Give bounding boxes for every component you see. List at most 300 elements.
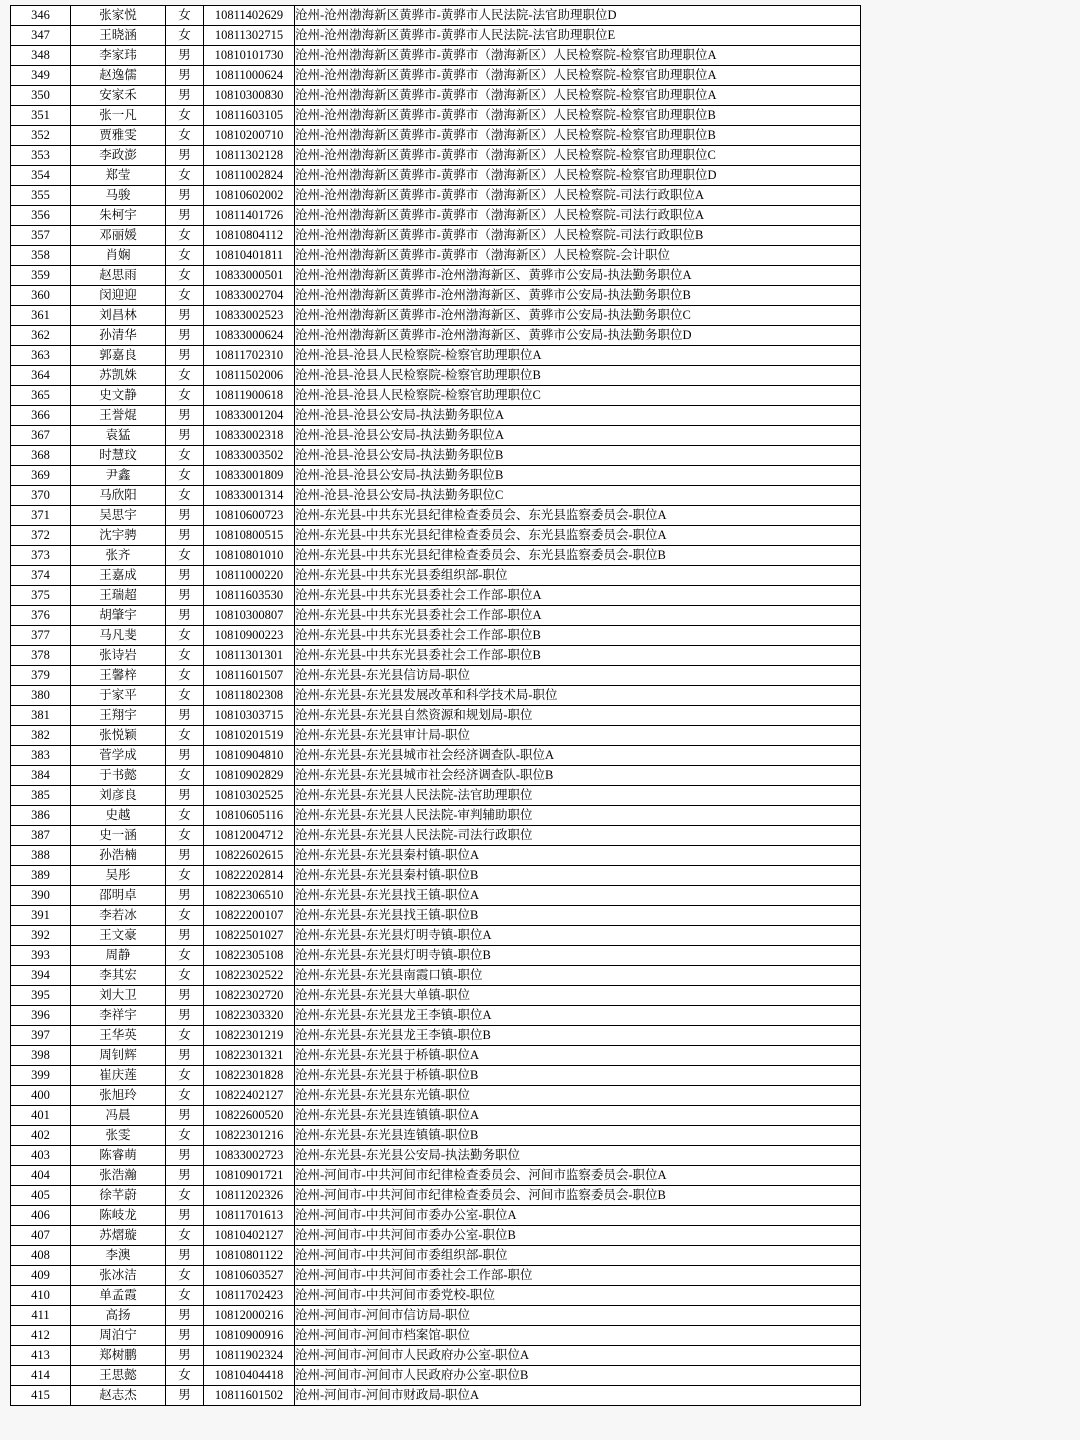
exam-id-cell: 10810900223 [204, 626, 295, 646]
name-cell: 张雯 [71, 1126, 166, 1146]
row-number-cell: 413 [11, 1346, 71, 1366]
exam-id-cell: 10811401726 [204, 206, 295, 226]
gender-cell: 女 [166, 626, 204, 646]
name-cell: 李若冰 [71, 906, 166, 926]
position-cell: 沧州-河间市-中共河间市委办公室-职位A [295, 1206, 861, 1226]
table-row [11, 1206, 861, 1226]
gender-cell: 男 [166, 986, 204, 1006]
gender-cell: 女 [166, 226, 204, 246]
row-number-cell: 359 [11, 266, 71, 286]
exam-id-cell: 10811702310 [204, 346, 295, 366]
position-cell: 沧州-河间市-中共河间市委党校-职位 [295, 1286, 861, 1306]
position-cell: 沧州-沧州渤海新区黄骅市-黄骅市（渤海新区）人民检察院-检察官助理职位A [295, 66, 861, 86]
name-cell: 王翔宇 [71, 706, 166, 726]
position-cell: 沧州-东光县-东光县人民法院-审判辅助职位 [295, 806, 861, 826]
exam-id-cell: 10811000624 [204, 66, 295, 86]
position-cell: 沧州-河间市-中共河间市委办公室-职位B [295, 1226, 861, 1246]
candidate-table [10, 5, 861, 1406]
exam-id-cell: 10810402127 [204, 1226, 295, 1246]
table-row [11, 366, 861, 386]
exam-id-cell: 10833000501 [204, 266, 295, 286]
gender-cell: 女 [166, 826, 204, 846]
position-cell: 沧州-沧县-沧县人民检察院-检察官助理职位C [295, 386, 861, 406]
table-row [11, 1346, 861, 1366]
gender-cell: 女 [166, 866, 204, 886]
position-cell: 沧州-东光县-东光县城市社会经济调查队-职位B [295, 766, 861, 786]
name-cell: 袁猛 [71, 426, 166, 446]
name-cell: 张家悦 [71, 6, 166, 26]
table-row [11, 1186, 861, 1206]
position-cell: 沧州-东光县-东光县审计局-职位 [295, 726, 861, 746]
name-cell: 菅学成 [71, 746, 166, 766]
gender-cell: 女 [166, 806, 204, 826]
gender-cell: 女 [166, 366, 204, 386]
name-cell: 郑树鹏 [71, 1346, 166, 1366]
exam-id-cell: 10811902324 [204, 1346, 295, 1366]
gender-cell: 女 [166, 726, 204, 746]
position-cell: 沧州-东光县-东光县找王镇-职位B [295, 906, 861, 926]
table-row [11, 606, 861, 626]
table-row [11, 1246, 861, 1266]
exam-id-cell: 10811601507 [204, 666, 295, 686]
position-cell: 沧州-东光县-东光县东光镇-职位 [295, 1086, 861, 1106]
name-cell: 张悦颖 [71, 726, 166, 746]
gender-cell: 女 [166, 766, 204, 786]
exam-id-cell: 10833003502 [204, 446, 295, 466]
position-cell: 沧州-河间市-河间市财政局-职位A [295, 1386, 861, 1406]
gender-cell: 男 [166, 1166, 204, 1186]
gender-cell: 女 [166, 666, 204, 686]
position-cell: 沧州-东光县-东光县秦村镇-职位B [295, 866, 861, 886]
name-cell: 邵明卓 [71, 886, 166, 906]
position-cell: 沧州-沧州渤海新区黄骅市-黄骅市（渤海新区）人民检察院-检察官助理职位B [295, 106, 861, 126]
gender-cell: 男 [166, 1046, 204, 1066]
table-row [11, 806, 861, 826]
row-number-cell: 387 [11, 826, 71, 846]
table-row [11, 26, 861, 46]
row-number-cell: 393 [11, 946, 71, 966]
position-cell: 沧州-沧州渤海新区黄骅市-沧州渤海新区、黄骅市公安局-执法勤务职位C [295, 306, 861, 326]
row-number-cell: 395 [11, 986, 71, 1006]
gender-cell: 女 [166, 1026, 204, 1046]
row-number-cell: 360 [11, 286, 71, 306]
position-cell: 沧州-东光县-中共东光县纪律检查委员会、东光县监察委员会-职位B [295, 546, 861, 566]
gender-cell: 女 [166, 1266, 204, 1286]
name-cell: 沈宇骋 [71, 526, 166, 546]
gender-cell: 男 [166, 186, 204, 206]
table-row [11, 186, 861, 206]
table-row [11, 1266, 861, 1286]
name-cell: 张诗岩 [71, 646, 166, 666]
gender-cell: 女 [166, 686, 204, 706]
exam-id-cell: 10833001204 [204, 406, 295, 426]
exam-id-cell: 10810900916 [204, 1326, 295, 1346]
table-row [11, 1126, 861, 1146]
position-cell: 沧州-沧州渤海新区黄骅市-黄骅市人民法院-法官助理职位D [295, 6, 861, 26]
exam-id-cell: 10822301321 [204, 1046, 295, 1066]
row-number-cell: 384 [11, 766, 71, 786]
gender-cell: 女 [166, 466, 204, 486]
name-cell: 王晓涵 [71, 26, 166, 46]
row-number-cell: 383 [11, 746, 71, 766]
exam-id-cell: 10812004712 [204, 826, 295, 846]
gender-cell: 男 [166, 306, 204, 326]
row-number-cell: 354 [11, 166, 71, 186]
row-number-cell: 382 [11, 726, 71, 746]
name-cell: 马凡斐 [71, 626, 166, 646]
name-cell: 李其宏 [71, 966, 166, 986]
name-cell: 肖娴 [71, 246, 166, 266]
table-row [11, 866, 861, 886]
table-row [11, 726, 861, 746]
position-cell: 沧州-东光县-中共东光县委组织部-职位 [295, 566, 861, 586]
gender-cell: 男 [166, 606, 204, 626]
gender-cell: 男 [166, 846, 204, 866]
gender-cell: 男 [166, 1106, 204, 1126]
name-cell: 李政澎 [71, 146, 166, 166]
gender-cell: 男 [166, 566, 204, 586]
position-cell: 沧州-东光县-东光县人民法院-法官助理职位 [295, 786, 861, 806]
gender-cell: 男 [166, 146, 204, 166]
name-cell: 赵逸儒 [71, 66, 166, 86]
exam-id-cell: 10811301301 [204, 646, 295, 666]
name-cell: 苏凯姝 [71, 366, 166, 386]
row-number-cell: 391 [11, 906, 71, 926]
exam-id-cell: 10811601502 [204, 1386, 295, 1406]
table-row [11, 466, 861, 486]
exam-id-cell: 10810200710 [204, 126, 295, 146]
row-number-cell: 374 [11, 566, 71, 586]
position-cell: 沧州-河间市-中共河间市纪律检查委员会、河间市监察委员会-职位B [295, 1186, 861, 1206]
name-cell: 吴彤 [71, 866, 166, 886]
gender-cell: 男 [166, 1306, 204, 1326]
gender-cell: 女 [166, 446, 204, 466]
gender-cell: 男 [166, 86, 204, 106]
exam-id-cell: 10822402127 [204, 1086, 295, 1106]
position-cell: 沧州-沧县-沧县公安局-执法勤务职位A [295, 406, 861, 426]
name-cell: 王誉焜 [71, 406, 166, 426]
gender-cell: 女 [166, 906, 204, 926]
table-row [11, 1146, 861, 1166]
exam-id-cell: 10811402629 [204, 6, 295, 26]
row-number-cell: 410 [11, 1286, 71, 1306]
row-number-cell: 414 [11, 1366, 71, 1386]
row-number-cell: 372 [11, 526, 71, 546]
table-row [11, 286, 861, 306]
position-cell: 沧州-东光县-东光县于桥镇-职位B [295, 1066, 861, 1086]
name-cell: 刘昌林 [71, 306, 166, 326]
exam-id-cell: 10810302525 [204, 786, 295, 806]
table-row [11, 386, 861, 406]
table-row [11, 106, 861, 126]
exam-id-cell: 10833001809 [204, 466, 295, 486]
position-cell: 沧州-沧县-沧县公安局-执法勤务职位A [295, 426, 861, 446]
table-row [11, 846, 861, 866]
exam-id-cell: 10810401811 [204, 246, 295, 266]
row-number-cell: 406 [11, 1206, 71, 1226]
row-number-cell: 412 [11, 1326, 71, 1346]
exam-id-cell: 10811802308 [204, 686, 295, 706]
exam-id-cell: 10810800515 [204, 526, 295, 546]
position-cell: 沧州-东光县-中共东光县委社会工作部-职位A [295, 606, 861, 626]
row-number-cell: 366 [11, 406, 71, 426]
row-number-cell: 364 [11, 366, 71, 386]
exam-id-cell: 10810901721 [204, 1166, 295, 1186]
exam-id-cell: 10822302720 [204, 986, 295, 1006]
position-cell: 沧州-沧州渤海新区黄骅市-黄骅市（渤海新区）人民检察院-司法行政职位A [295, 186, 861, 206]
position-cell: 沧州-河间市-河间市档案馆-职位 [295, 1326, 861, 1346]
position-cell: 沧州-东光县-东光县灯明寺镇-职位B [295, 946, 861, 966]
gender-cell: 男 [166, 506, 204, 526]
exam-id-cell: 10810603527 [204, 1266, 295, 1286]
row-number-cell: 369 [11, 466, 71, 486]
exam-id-cell: 10822600520 [204, 1106, 295, 1126]
exam-id-cell: 10833000624 [204, 326, 295, 346]
row-number-cell: 388 [11, 846, 71, 866]
table-row [11, 46, 861, 66]
name-cell: 陈岐龙 [71, 1206, 166, 1226]
exam-id-cell: 10822200107 [204, 906, 295, 926]
exam-id-cell: 10810602002 [204, 186, 295, 206]
table-row [11, 826, 861, 846]
row-number-cell: 396 [11, 1006, 71, 1026]
exam-id-cell: 10810904810 [204, 746, 295, 766]
row-number-cell: 377 [11, 626, 71, 646]
name-cell: 张一凡 [71, 106, 166, 126]
exam-id-cell: 10810804112 [204, 226, 295, 246]
table-row [11, 1106, 861, 1126]
row-number-cell: 394 [11, 966, 71, 986]
exam-id-cell: 10822602615 [204, 846, 295, 866]
gender-cell: 男 [166, 346, 204, 366]
table-row [11, 66, 861, 86]
table-row [11, 346, 861, 366]
position-cell: 沧州-东光县-中共东光县纪律检查委员会、东光县监察委员会-职位A [295, 526, 861, 546]
table-row [11, 6, 861, 26]
exam-id-cell: 10811302128 [204, 146, 295, 166]
name-cell: 冯晨 [71, 1106, 166, 1126]
name-cell: 史一涵 [71, 826, 166, 846]
position-cell: 沧州-沧州渤海新区黄骅市-沧州渤海新区、黄骅市公安局-执法勤务职位D [295, 326, 861, 346]
name-cell: 胡肇宇 [71, 606, 166, 626]
row-number-cell: 373 [11, 546, 71, 566]
position-cell: 沧州-河间市-河间市人民政府办公室-职位B [295, 1366, 861, 1386]
table-row [11, 566, 861, 586]
name-cell: 安家禾 [71, 86, 166, 106]
gender-cell: 男 [166, 786, 204, 806]
row-number-cell: 411 [11, 1306, 71, 1326]
row-number-cell: 402 [11, 1126, 71, 1146]
table-row [11, 1066, 861, 1086]
exam-id-cell: 10822305108 [204, 946, 295, 966]
gender-cell: 女 [166, 246, 204, 266]
exam-id-cell: 10810101730 [204, 46, 295, 66]
gender-cell: 女 [166, 486, 204, 506]
gender-cell: 男 [166, 426, 204, 446]
name-cell: 王嘉成 [71, 566, 166, 586]
position-cell: 沧州-沧州渤海新区黄骅市-黄骅市人民法院-法官助理职位E [295, 26, 861, 46]
table-row [11, 226, 861, 246]
position-cell: 沧州-沧州渤海新区黄骅市-沧州渤海新区、黄骅市公安局-执法勤务职位B [295, 286, 861, 306]
gender-cell: 女 [166, 1366, 204, 1386]
row-number-cell: 400 [11, 1086, 71, 1106]
table-row [11, 986, 861, 1006]
position-cell: 沧州-东光县-东光县大单镇-职位 [295, 986, 861, 1006]
position-cell: 沧州-沧县-沧县人民检察院-检察官助理职位A [295, 346, 861, 366]
table-row [11, 1086, 861, 1106]
position-cell: 沧州-沧州渤海新区黄骅市-黄骅市（渤海新区）人民检察院-检察官助理职位A [295, 86, 861, 106]
row-number-cell: 378 [11, 646, 71, 666]
row-number-cell: 349 [11, 66, 71, 86]
name-cell: 时慧玟 [71, 446, 166, 466]
name-cell: 高扬 [71, 1306, 166, 1326]
table-row [11, 526, 861, 546]
gender-cell: 女 [166, 26, 204, 46]
name-cell: 刘彦良 [71, 786, 166, 806]
exam-id-cell: 10833002523 [204, 306, 295, 326]
table-row [11, 746, 861, 766]
table-row [11, 906, 861, 926]
exam-id-cell: 10810801122 [204, 1246, 295, 1266]
name-cell: 张浩瀚 [71, 1166, 166, 1186]
table-row [11, 706, 861, 726]
table-row [11, 1006, 861, 1026]
row-number-cell: 346 [11, 6, 71, 26]
table-row [11, 266, 861, 286]
table-row [11, 966, 861, 986]
exam-id-cell: 10833002318 [204, 426, 295, 446]
table-row [11, 1166, 861, 1186]
position-cell: 沧州-东光县-东光县找王镇-职位A [295, 886, 861, 906]
name-cell: 刘大卫 [71, 986, 166, 1006]
position-cell: 沧州-东光县-东光县公安局-执法勤务职位 [295, 1146, 861, 1166]
table-row [11, 586, 861, 606]
row-number-cell: 398 [11, 1046, 71, 1066]
row-number-cell: 376 [11, 606, 71, 626]
exam-id-cell: 10811900618 [204, 386, 295, 406]
position-cell: 沧州-沧州渤海新区黄骅市-黄骅市（渤海新区）人民检察院-司法行政职位B [295, 226, 861, 246]
exam-id-cell: 10822301828 [204, 1066, 295, 1086]
gender-cell: 女 [166, 1126, 204, 1146]
row-number-cell: 403 [11, 1146, 71, 1166]
row-number-cell: 350 [11, 86, 71, 106]
row-number-cell: 358 [11, 246, 71, 266]
position-cell: 沧州-东光县-东光县龙王李镇-职位B [295, 1026, 861, 1046]
row-number-cell: 365 [11, 386, 71, 406]
name-cell: 孙清华 [71, 326, 166, 346]
name-cell: 单孟霞 [71, 1286, 166, 1306]
position-cell: 沧州-东光县-中共东光县委社会工作部-职位B [295, 646, 861, 666]
row-number-cell: 347 [11, 26, 71, 46]
row-number-cell: 380 [11, 686, 71, 706]
gender-cell: 男 [166, 706, 204, 726]
name-cell: 苏熠璇 [71, 1226, 166, 1246]
table-row [11, 166, 861, 186]
table-row [11, 1046, 861, 1066]
row-number-cell: 353 [11, 146, 71, 166]
name-cell: 周泊宁 [71, 1326, 166, 1346]
name-cell: 李家玮 [71, 46, 166, 66]
gender-cell: 女 [166, 966, 204, 986]
position-cell: 沧州-东光县-东光县南霞口镇-职位 [295, 966, 861, 986]
name-cell: 邓丽媛 [71, 226, 166, 246]
exam-id-cell: 10810801010 [204, 546, 295, 566]
table-row [11, 626, 861, 646]
name-cell: 马欣阳 [71, 486, 166, 506]
table-row [11, 486, 861, 506]
position-cell: 沧州-沧县-沧县公安局-执法勤务职位C [295, 486, 861, 506]
row-number-cell: 355 [11, 186, 71, 206]
gender-cell: 男 [166, 1246, 204, 1266]
row-number-cell: 379 [11, 666, 71, 686]
gender-cell: 女 [166, 1286, 204, 1306]
position-cell: 沧州-沧州渤海新区黄骅市-黄骅市（渤海新区）人民检察院-检察官助理职位B [295, 126, 861, 146]
exam-id-cell: 10810303715 [204, 706, 295, 726]
name-cell: 张旭玲 [71, 1086, 166, 1106]
table-row [11, 146, 861, 166]
row-number-cell: 371 [11, 506, 71, 526]
position-cell: 沧州-沧州渤海新区黄骅市-沧州渤海新区、黄骅市公安局-执法勤务职位A [295, 266, 861, 286]
gender-cell: 男 [166, 746, 204, 766]
name-cell: 李澳 [71, 1246, 166, 1266]
gender-cell: 男 [166, 1326, 204, 1346]
exam-id-cell: 10810201519 [204, 726, 295, 746]
row-number-cell: 397 [11, 1026, 71, 1046]
row-number-cell: 408 [11, 1246, 71, 1266]
name-cell: 朱柯宇 [71, 206, 166, 226]
row-number-cell: 407 [11, 1226, 71, 1246]
gender-cell: 男 [166, 586, 204, 606]
gender-cell: 男 [166, 46, 204, 66]
position-cell: 沧州-东光县-东光县自然资源和规划局-职位 [295, 706, 861, 726]
exam-id-cell: 10811000220 [204, 566, 295, 586]
table-row [11, 446, 861, 466]
exam-id-cell: 10811202326 [204, 1186, 295, 1206]
position-cell: 沧州-沧州渤海新区黄骅市-黄骅市（渤海新区）人民检察院-会计职位 [295, 246, 861, 266]
exam-id-cell: 10822501027 [204, 926, 295, 946]
row-number-cell: 357 [11, 226, 71, 246]
gender-cell: 男 [166, 1146, 204, 1166]
position-cell: 沧州-沧州渤海新区黄骅市-黄骅市（渤海新区）人民检察院-检察官助理职位D [295, 166, 861, 186]
exam-id-cell: 10822202814 [204, 866, 295, 886]
row-number-cell: 367 [11, 426, 71, 446]
gender-cell: 男 [166, 886, 204, 906]
position-cell: 沧州-东光县-东光县连镇镇-职位A [295, 1106, 861, 1126]
row-number-cell: 361 [11, 306, 71, 326]
row-number-cell: 389 [11, 866, 71, 886]
gender-cell: 男 [166, 206, 204, 226]
row-number-cell: 386 [11, 806, 71, 826]
position-cell: 沧州-东光县-东光县发展改革和科学技术局-职位 [295, 686, 861, 706]
name-cell: 周钊辉 [71, 1046, 166, 1066]
gender-cell: 女 [166, 386, 204, 406]
table-row [11, 886, 861, 906]
gender-cell: 女 [166, 546, 204, 566]
table-row [11, 1366, 861, 1386]
name-cell: 王思懿 [71, 1366, 166, 1386]
table-row [11, 1026, 861, 1046]
table-row [11, 546, 861, 566]
row-number-cell: 385 [11, 786, 71, 806]
position-cell: 沧州-河间市-中共河间市委社会工作部-职位 [295, 1266, 861, 1286]
position-cell: 沧州-东光县-中共东光县委社会工作部-职位B [295, 626, 861, 646]
name-cell: 王馨梓 [71, 666, 166, 686]
exam-id-cell: 10833002704 [204, 286, 295, 306]
gender-cell: 男 [166, 406, 204, 426]
position-cell: 沧州-河间市-中共河间市纪律检查委员会、河间市监察委员会-职位A [295, 1166, 861, 1186]
position-cell: 沧州-东光县-东光县灯明寺镇-职位A [295, 926, 861, 946]
gender-cell: 女 [166, 106, 204, 126]
